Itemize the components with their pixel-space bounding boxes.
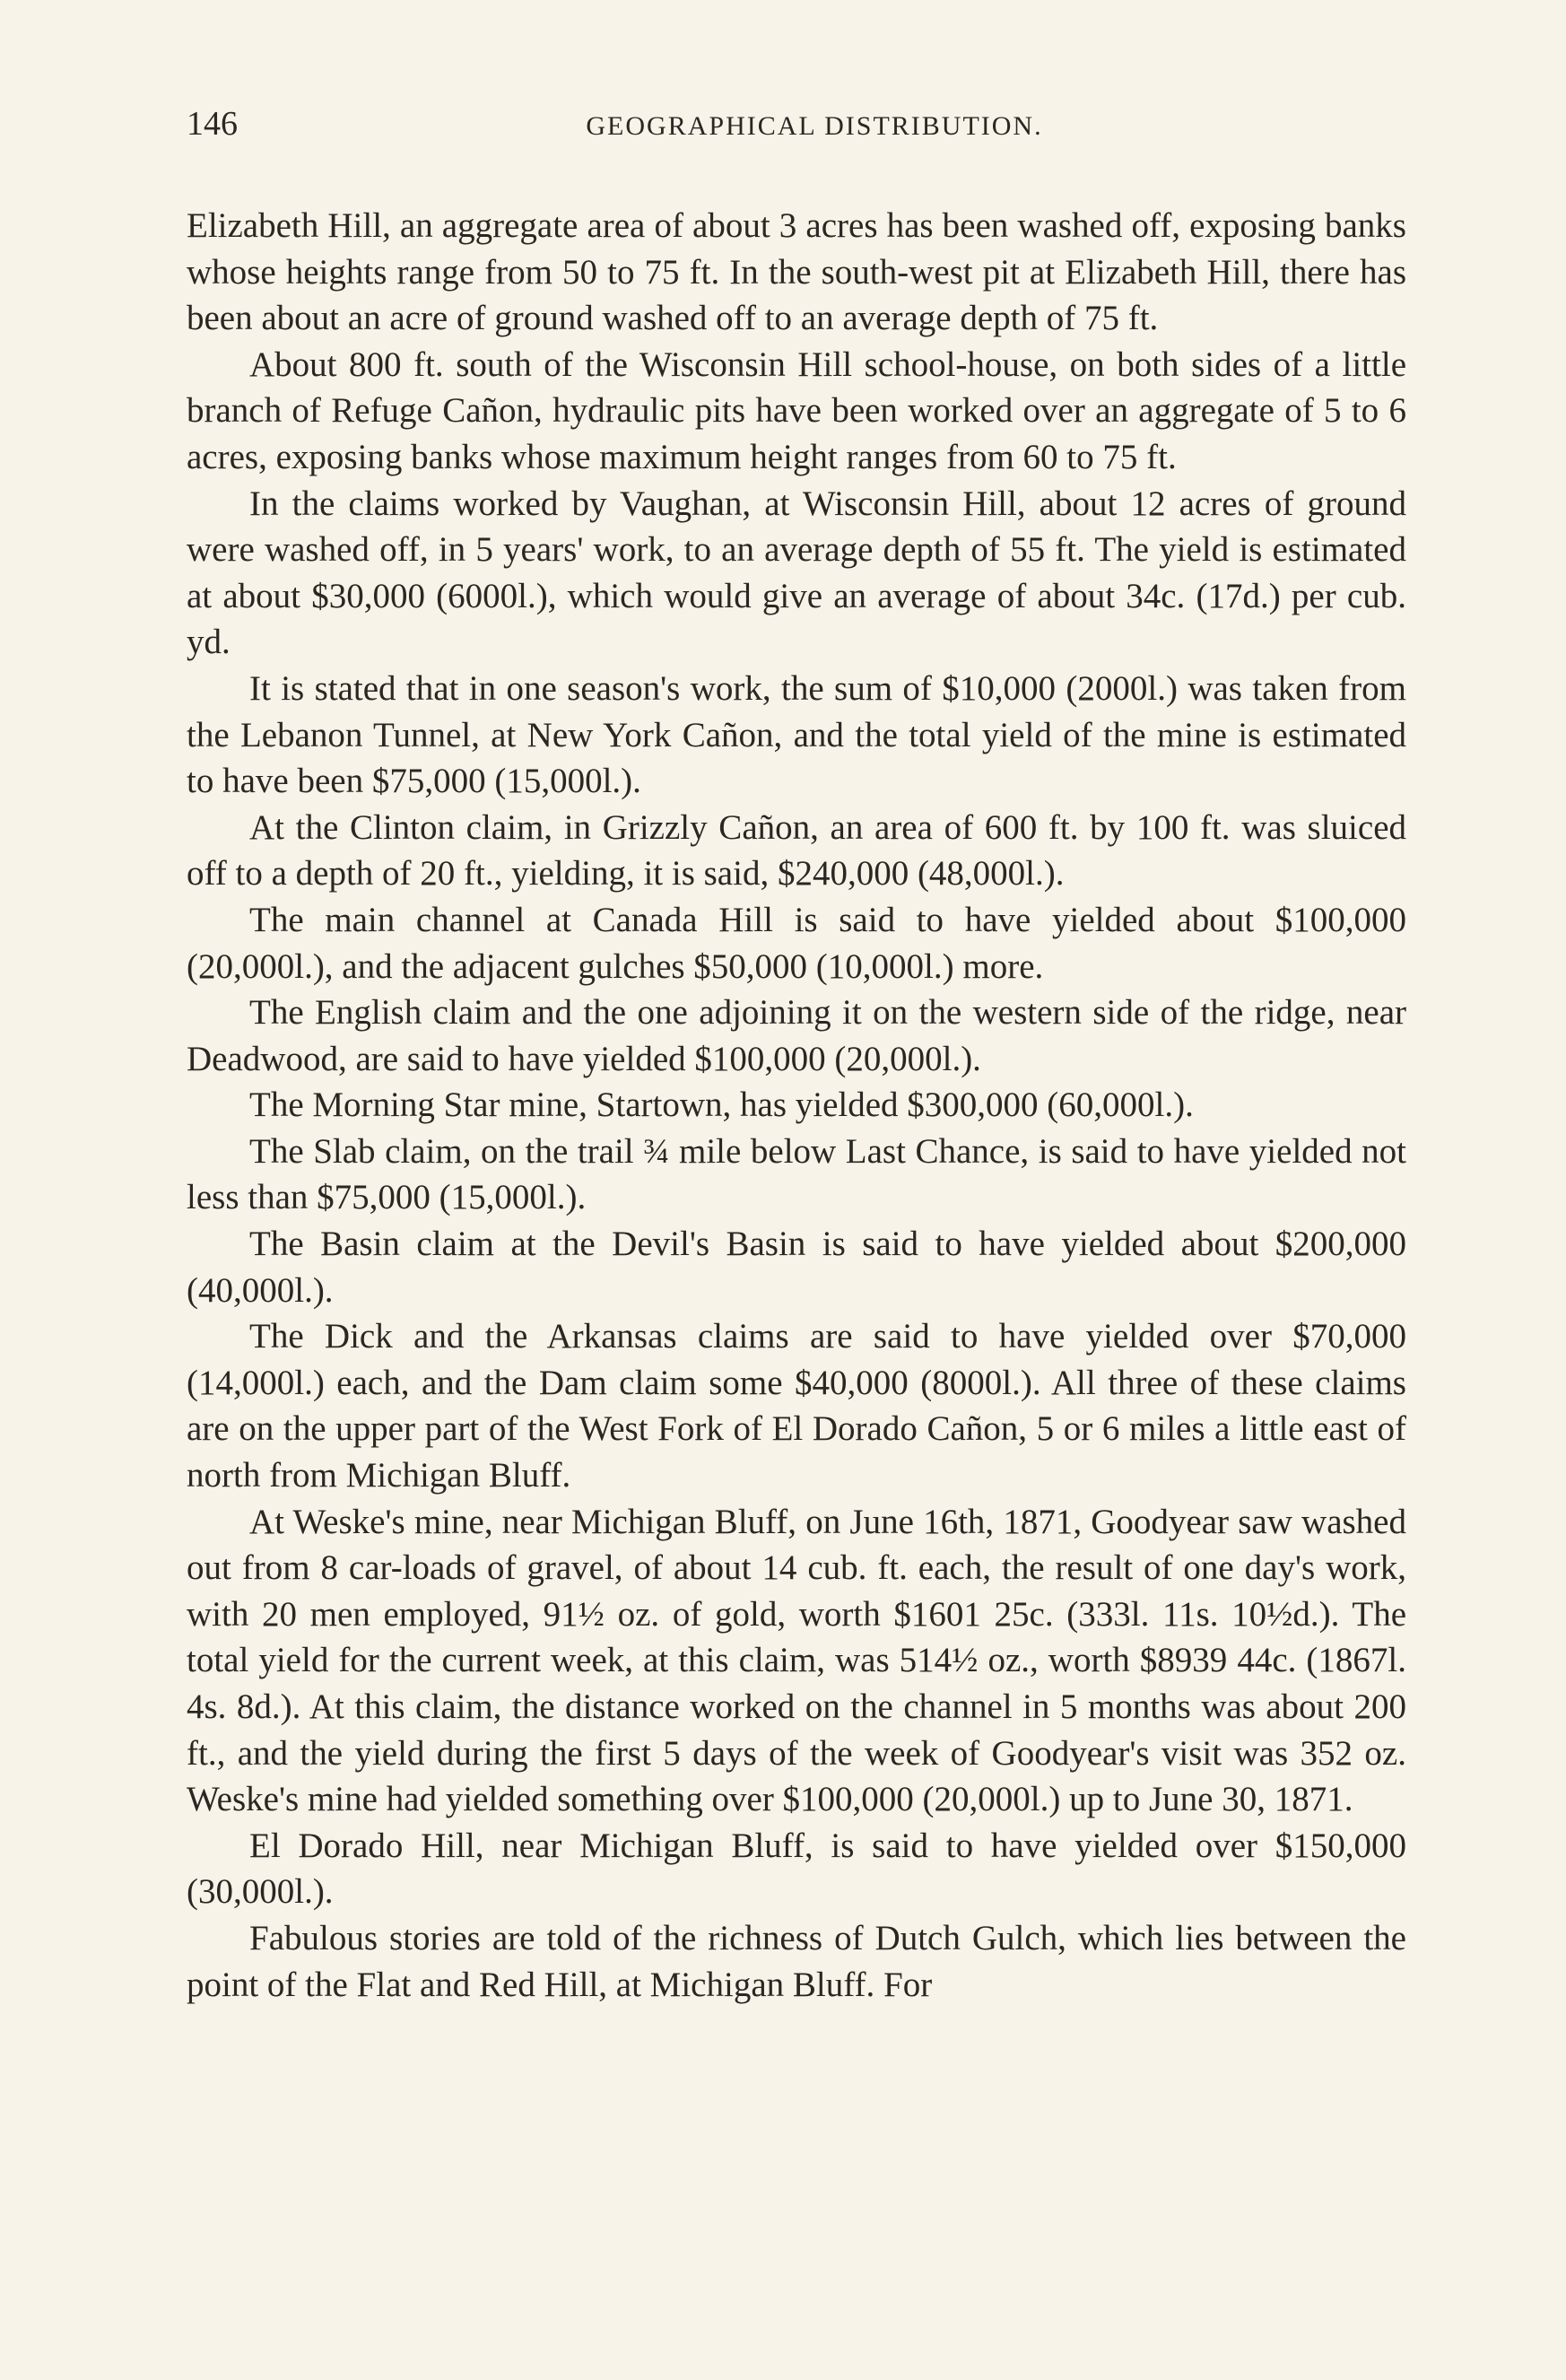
paragraph: The main channel at Canada Hill is said to have yielded about $100,000 (20,000l.), and the adjacent gulches $50,000 (10,000l.) more. xyxy=(187,900,1406,986)
paragraph: Fabulous stories are told of the richness of Dutch Gulch, which lies between the point of the Flat and Red Hill, at Michigan Bluff. For xyxy=(187,1918,1406,2004)
paragraph: The Morning Star mine, Startown, has yielded $300,000 (60,000l.). xyxy=(249,1085,1194,1125)
paragraph: The Slab claim, on the trail ¾ mile below Last Chance, is said to have yielded not less than $75,000 (15,000l.). xyxy=(187,1131,1406,1217)
paragraph: The Basin claim at the Devil's Basin is said to have yielded about $200,000 (40,000l.). xyxy=(187,1225,1406,1310)
paragraph: At the Clinton claim, in Grizzly Cañon, an area of 600 ft. by 100 ft. was sluiced off to a depth of 20 ft., yielding, it is said, $240,000 (48,000l.). xyxy=(187,807,1406,894)
running-head: GEOGRAPHICAL DISTRIBUTION. xyxy=(586,111,1043,141)
paragraph: The English claim and the one adjoining it on the western side of the ridge, near Deadwood, are said to have yielded $100,000 (20,000l.). xyxy=(187,993,1406,1078)
paragraph: Elizabeth Hill, an aggregate area of about 3 acres has been washed off, exposing banks whose heights range from 50 to 75 ft. In the south-west pit at Elizabeth Hill, there has been about an acre of ground washed off to an average depth of 75 ft. xyxy=(187,206,1406,338)
page xyxy=(187,104,1406,2008)
paragraph: About 800 ft. south of the Wisconsin Hill school-house, on both sides of a little branch of Refuge Cañon, hydraulic pits have been worked over an aggregate of 5 to 6 acres, exposing banks whose maximum height ranges from 60 to 75 ft. xyxy=(187,344,1406,476)
paragraph: It is stated that in one season's work, the sum of $10,000 (2000l.) was taken from the Lebanon Tunnel, at New York Cañon, and the total yield of the mine is estimated to have been $75,000 (15,000l.). xyxy=(187,668,1406,801)
paragraph: At Weske's mine, near Michigan Bluff, on June 16th, 1871, Goodyear saw washed out from 8 car-loads of gravel, of about 14 cub. ft. each, the result of one day's work, with 20 men employed, 91½ oz. of gold, worth $1601 25c. (333l. 11s. 10½d.). The total yield for the current week, at this claim, was 514½ oz., worth $8939 44c. (1867l. 4s. 8d.). At this claim, the distance worked on the channel in 5 months was about 200 ft., and the yield during the first 5 days of the week of Goodyear's visit was 352 oz. Weske's mine had yielded something over $100,000 (20,000l.) up to June 30, 1871. xyxy=(187,1502,1406,1819)
page-header xyxy=(187,104,1406,160)
paragraph: The Dick and the Arkansas claims are said to have yielded over $70,000 (14,000l.) each, and the Dam claim some $40,000 (8000l.). All three of these claims are on the upper part of the West Fork of El Dorado Cañon, 5 or 6 miles a little east of north from Michigan Bluff. xyxy=(187,1317,1406,1495)
paragraph: El Dorado Hill, near Michigan Bluff, is said to have yielded over $150,000 (30,000l.). xyxy=(187,1826,1406,1912)
body-text xyxy=(187,203,1406,2008)
page-number: 146 xyxy=(187,105,238,143)
paragraph: In the claims worked by Vaughan, at Wisconsin Hill, about 12 acres of ground were washed off, in 5 years' work, to an average depth of 55 ft. The yield is estimated at about $30,000 (6000l.), which would give an average of about 34c. (17d.) per cub. yd. xyxy=(187,484,1406,662)
